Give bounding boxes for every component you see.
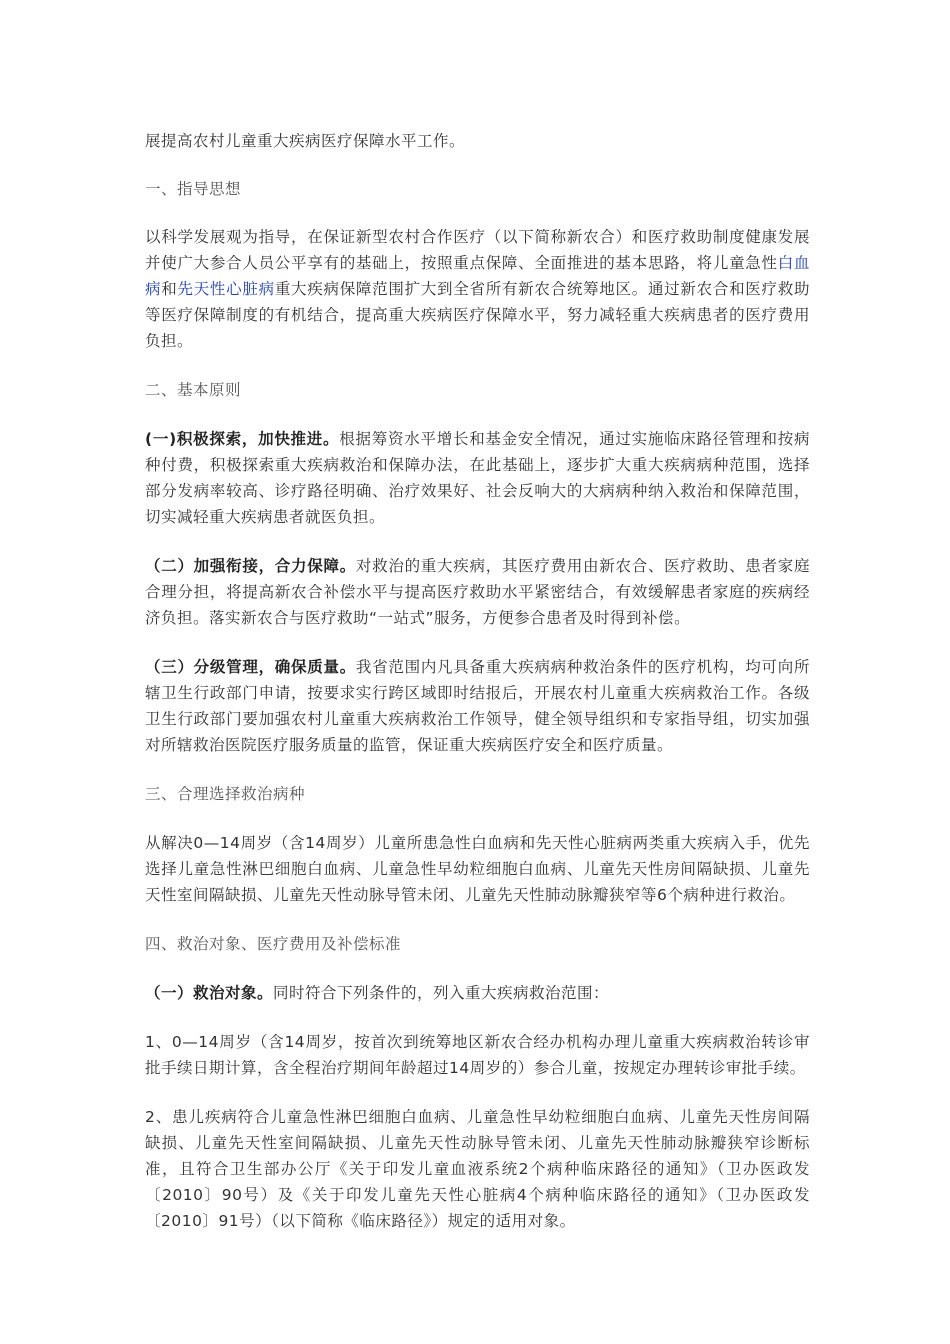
paragraph-disease-selection: 从解决0—14周岁（含14周岁）儿童所患急性白血病和先天性心脏病两类重大疾病入手，优先选择儿童急性淋巴细胞白血病、儿童急性早幼粒细胞白血病、儿童先天性房间隔缺损、儿童先天性室间隔缺损、儿童先天性动脉导管未闭、儿童先天性肺动脉瓣狭窄等6个病种进行救治。 (145, 834, 810, 904)
paragraph-intro: 展提高农村儿童重大疾病医疗保障水平工作。 (145, 132, 466, 150)
principle-1-title: (一)积极探索，加快推进。 (145, 430, 340, 448)
principle-2-title: （二）加强衔接，合力保障。 (145, 557, 356, 575)
link-leukemia[interactable]: 白血病 (145, 254, 810, 298)
paragraph-condition-2: 2、患儿疾病符合儿童急性淋巴细胞白血病、儿童急性早幼粒细胞白血病、儿童先天性房间隔缺损、儿童先天性室间隔缺损、儿童先天性动脉导管未闭、儿童先天性肺动脉瓣狭窄诊断标准，且符合卫生部办公厅《关于印发儿童血液系统2个病种临床路径的通知》（卫办医政发〔2010〕90号）及《关于印发儿童先天性心脏病4个病种临床路径的通知》（卫办医政发〔2010〕91号）（以下简称《临床路径》）规定的适用对象。 (145, 1108, 810, 1230)
treatment-targets-title: （一）救治对象。 (145, 984, 274, 1002)
paragraph-principle-1 (145, 426, 810, 530)
paragraph-guiding-ideology (145, 224, 810, 354)
paragraph-principle-2 (145, 553, 810, 631)
paragraph-text: 重大疾病保障范围扩大到全省所有新农合统筹地区。通过新农合和医疗救助等医疗保障制度的有机结合，提高重大疾病医疗保障水平，努力减轻重大疾病患者的医疗费用负担。 (145, 280, 810, 350)
paragraph-text: 和 (161, 280, 178, 298)
heading-disease-selection: 三、合理选择救治病种 (145, 785, 306, 803)
paragraph-text: 以科学发展观为指导，在保证新型农村合作医疗（以下简称新农合）和医疗救助制度健康发展并使广大参合人员公平享有的基础上，按照重点保障、全面推进的基本思路，将儿童急性 (145, 228, 810, 272)
heading-guiding-ideology: 一、指导思想 (145, 180, 242, 198)
principle-3-text: 我省范围内凡具备重大疾病病种救治条件的医疗机构，均可向所辖卫生行政部门申请，按要求实行跨区域即时结报后，开展农村儿童重大疾病救治工作。各级卫生行政部门要加强农村儿童重大疾病救治工作领导，健全领导组织和专家指导组，切实加强对所辖救治医院医疗服务质量的监管，保证重大疾病医疗安全和医疗质量。 (145, 658, 810, 754)
principle-2-text: 对救治的重大疾病，其医疗费用由新农合、医疗救助、患者家庭合理分担，将提高新农合补偿水平与提高医疗救助水平紧密结合，有效缓解患者家庭的疾病经济负担。落实新农合与医疗救助“一站式”服务，方便参合患者及时得到补偿。 (145, 557, 810, 627)
principle-1-text: 根据筹资水平增长和基金安全情况，通过实施临床路径管理和按病种付费，积极探索重大疾病救治和保障办法，在此基础上，逐步扩大重大疾病病种范围，选择部分发病率较高、诊疗路径明确、治疗效果好、社会反响大的大病病种纳入救治和保障范围，切实减轻重大疾病患者就医负担。 (145, 430, 810, 526)
paragraph-condition-1: 1、0—14周岁（含14周岁，按首次到统筹地区新农合经办机构办理儿童重大疾病救治转诊审批手续日期计算，含全程治疗期间年龄超过14周岁的）参合儿童，按规定办理转诊审批手续。 (145, 1033, 810, 1077)
principle-3-title: （三）分级管理，确保质量。 (145, 658, 356, 676)
paragraph-treatment-targets (145, 980, 810, 1006)
treatment-targets-text: 同时符合下列条件的，列入重大疾病救治范围： (273, 984, 610, 1002)
heading-basic-principles: 二、基本原则 (145, 381, 242, 399)
paragraph-principle-3 (145, 654, 810, 758)
document-body (145, 128, 810, 1234)
heading-treatment-targets: 四、救治对象、医疗费用及补偿标准 (145, 935, 402, 953)
link-congenital-heart-disease[interactable]: 先天性心脏病 (177, 280, 275, 298)
